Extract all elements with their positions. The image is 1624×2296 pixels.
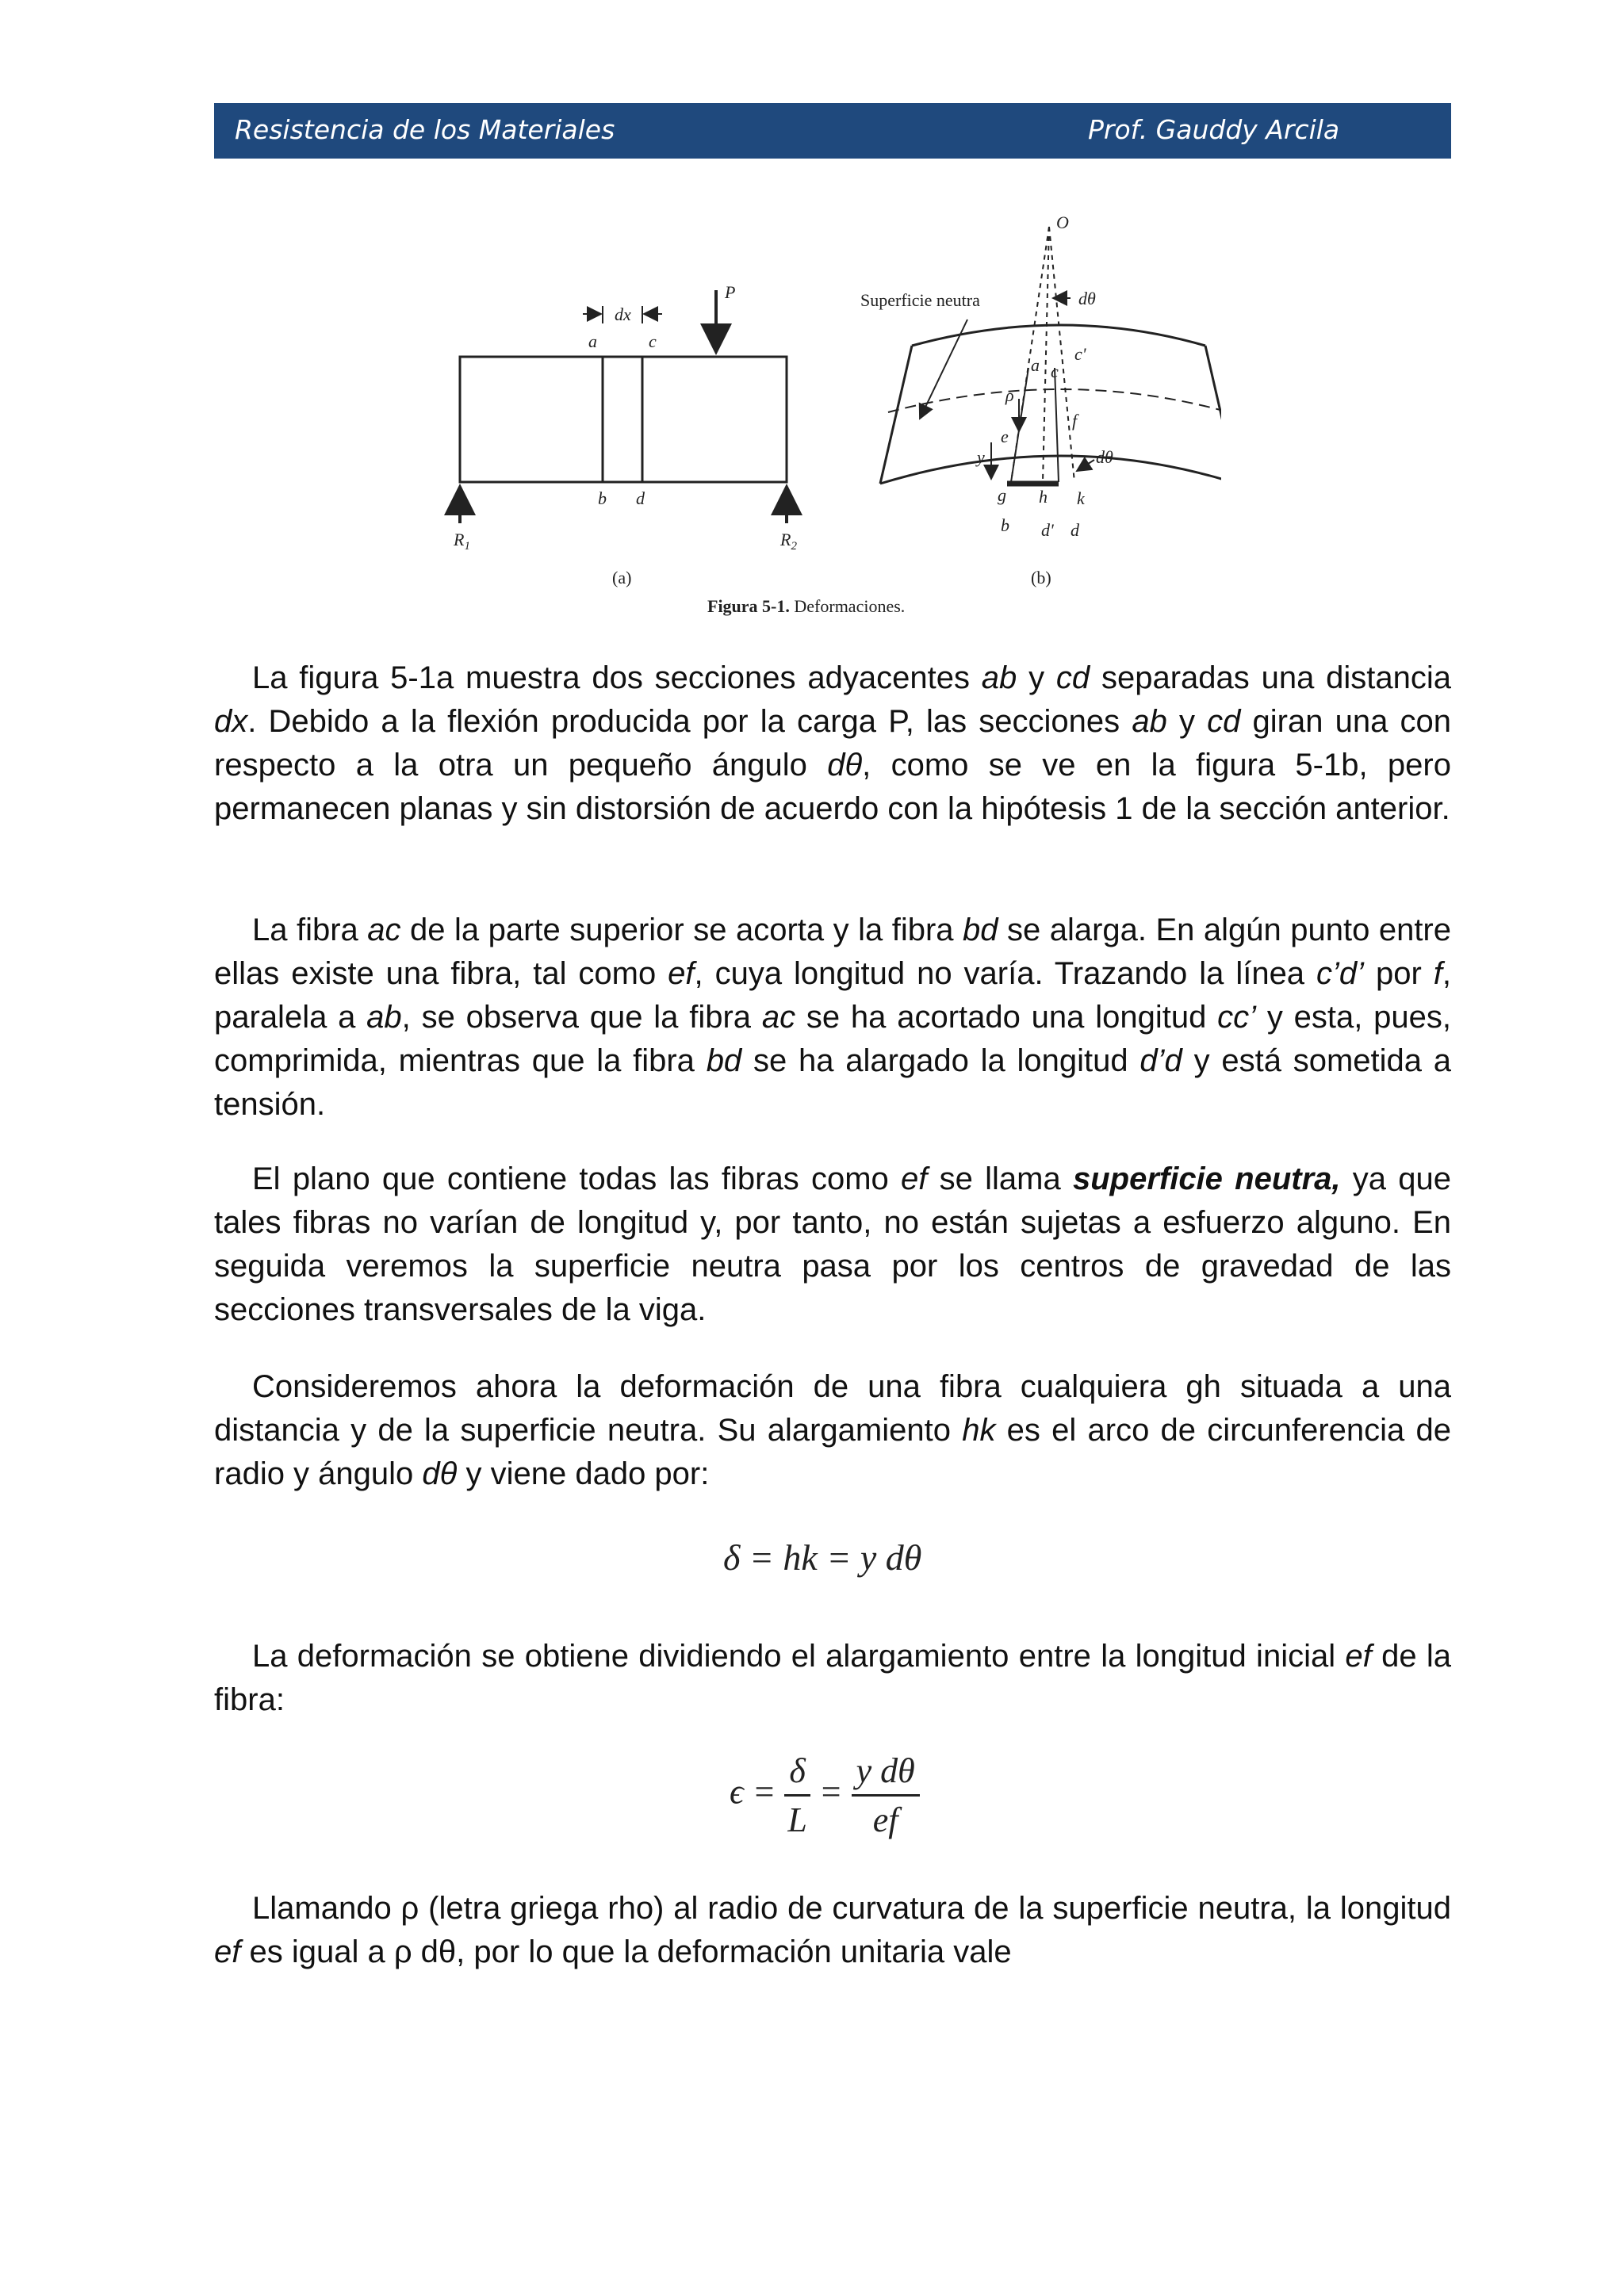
text-run: ac bbox=[367, 913, 401, 947]
label-d: d bbox=[636, 488, 645, 508]
label-c-prime: c' bbox=[1074, 344, 1086, 364]
text-run: ac bbox=[761, 1000, 796, 1035]
text-run: se ha alargado la longitud bbox=[741, 1043, 1140, 1078]
header-author: Prof. Gauddy Arcila bbox=[1088, 114, 1340, 145]
paragraph-3 bbox=[214, 1158, 1451, 1332]
equation-2 bbox=[730, 1751, 920, 1840]
label-d-prime: d' bbox=[1041, 520, 1054, 540]
text-run: ya que tales fibras no varían de longitud y, por tanto, no están sujetas a esfuerzo alguno. En seguida veremos la superficie neutra pasa por los centros de gravedad de las secciones transversales de la viga. bbox=[214, 1161, 1452, 1327]
text-run: , se observa que la fibra bbox=[401, 1000, 762, 1035]
paragraph-6 bbox=[214, 1887, 1451, 1974]
text-run: se alarga. En algún punto entre ellas existe una fibra, tal como bbox=[214, 913, 1451, 991]
text-run: se ha acortado una longitud bbox=[795, 1000, 1218, 1035]
label-k: k bbox=[1077, 488, 1085, 508]
equation-1: δ = hk = y dθ bbox=[723, 1537, 922, 1578]
eq2-equals: = bbox=[818, 1772, 843, 1812]
paragraph-2 bbox=[214, 909, 1451, 1127]
text-run: c’d’ bbox=[1316, 956, 1365, 991]
paragraph-5 bbox=[214, 1635, 1451, 1722]
text-run: . Debido a la flexión producida por la carga P, las secciones bbox=[247, 704, 1132, 739]
text-run: ab bbox=[1132, 704, 1167, 739]
text-run: La figura 5-1a muestra dos secciones adyacentes bbox=[252, 660, 982, 695]
text-run: , paralela a bbox=[214, 956, 1452, 1035]
text-run: hk bbox=[962, 1413, 996, 1448]
text-run: separadas una distancia bbox=[1090, 660, 1452, 695]
text-run: ab bbox=[366, 1000, 402, 1035]
text-run: cc’ bbox=[1217, 1000, 1257, 1035]
label-g: g bbox=[998, 485, 1006, 505]
text-run: cd bbox=[1055, 660, 1090, 695]
text-run: La deformación se obtiene dividiendo el alargamiento entre la longitud inicial bbox=[252, 1639, 1346, 1674]
text-run: La fibra bbox=[252, 913, 368, 947]
figure-caption: Figura 5-1. Deformaciones. bbox=[707, 596, 906, 616]
label-O: O bbox=[1056, 212, 1069, 232]
paragraph-4 bbox=[214, 1365, 1451, 1496]
text-run: superficie neutra, bbox=[1072, 1161, 1341, 1196]
label-rho: ρ bbox=[1005, 385, 1014, 405]
text-run: , cuya longitud no varía. Trazando la línea bbox=[694, 956, 1317, 991]
eq2-fraction-1: $\frac{\delta}{L}$ bbox=[784, 1751, 810, 1840]
label-a: a bbox=[588, 331, 597, 351]
figure-5-1 bbox=[412, 205, 1221, 625]
text-run: giran una con respecto a la otra un pequeño ángulo bbox=[214, 704, 1452, 783]
label-c: c bbox=[649, 331, 657, 351]
eq2-lhs: ϵ = bbox=[730, 1772, 776, 1812]
text-run: y está sometida a tensión. bbox=[214, 1043, 1452, 1122]
caption-a: (a) bbox=[612, 568, 632, 587]
header-title: Resistencia de los Materiales bbox=[235, 114, 615, 145]
text-run: Llamando ρ (letra griega rho) al radio de curvatura de la superficie neutra, la longitud bbox=[252, 1891, 1451, 1926]
text-run: Consideremos ahora la deformación de una fibra cualquiera gh situada a una distancia y de la superficie neutra. Su alargamiento bbox=[214, 1369, 1451, 1448]
beam-rect bbox=[460, 357, 787, 482]
label-r2: $R_2$ bbox=[780, 530, 797, 553]
page-header bbox=[214, 103, 1451, 159]
label-dtheta-top: dθ bbox=[1078, 289, 1096, 308]
text-run: bd bbox=[706, 1043, 742, 1078]
label-c-b: c bbox=[1051, 362, 1059, 381]
label-r1: $R_1$ bbox=[454, 530, 470, 553]
text-run: El plano que contiene todas las fibras como bbox=[252, 1161, 902, 1196]
label-f: f bbox=[1072, 411, 1078, 430]
label-superficie: Superficie neutra bbox=[860, 290, 980, 310]
caption-b: (b) bbox=[1031, 568, 1051, 587]
label-P: P bbox=[725, 282, 736, 302]
eq2-fraction-2: $\frac{\text{y dθ}}{ef}$ bbox=[852, 1751, 920, 1840]
text-run: y viene dado por: bbox=[457, 1456, 710, 1491]
diagram-b bbox=[880, 227, 1221, 484]
text-run: de la fibra: bbox=[214, 1639, 1451, 1717]
label-dx: dx bbox=[615, 304, 631, 324]
label-y: y bbox=[977, 447, 985, 467]
beam-deformation-diagram bbox=[412, 205, 1221, 625]
label-b: b bbox=[598, 488, 607, 508]
text-run: , como se ve en la figura 5-1b, pero permanecen planas y sin distorsión de acuerdo con la hipótesis 1 de la sección anterior. bbox=[214, 748, 1451, 826]
label-h: h bbox=[1039, 487, 1048, 507]
label-a-b: a bbox=[1031, 355, 1040, 375]
paragraph-1 bbox=[214, 656, 1451, 831]
label-b-b: b bbox=[1001, 515, 1009, 535]
label-e: e bbox=[1001, 427, 1009, 446]
text-run: dθ bbox=[827, 748, 863, 783]
text-run: es igual a ρ dθ, por lo que la deformación unitaria vale bbox=[240, 1934, 1012, 1969]
text-run: y bbox=[1017, 660, 1056, 695]
text-run: f bbox=[1433, 956, 1442, 991]
text-run: ef bbox=[901, 1161, 928, 1196]
bottom-arc bbox=[880, 456, 1221, 484]
text-run: y bbox=[1166, 704, 1208, 739]
text-run: de la parte superior se acorta y la fibra bbox=[400, 913, 963, 947]
neutral-axis bbox=[888, 389, 1221, 412]
label-dtheta-mid: dθ bbox=[1096, 447, 1113, 467]
label-d-b: d bbox=[1071, 520, 1079, 540]
text-run: dθ bbox=[422, 1456, 458, 1491]
text-run: cd bbox=[1207, 704, 1241, 739]
text-run: bd bbox=[963, 913, 998, 947]
text-run: se llama bbox=[927, 1161, 1073, 1196]
text-run: d’d bbox=[1139, 1043, 1182, 1078]
text-run: y esta, pues, comprimida, mientras que la fibra bbox=[214, 1000, 1452, 1078]
text-run: ab bbox=[981, 660, 1017, 695]
text-run: ef bbox=[214, 1934, 241, 1969]
text-run: es el arco de circunferencia de radio y ángulo bbox=[214, 1413, 1451, 1491]
text-run: dx bbox=[214, 704, 248, 739]
diagram-a bbox=[460, 290, 787, 523]
text-run: por bbox=[1364, 956, 1434, 991]
text-run: ef bbox=[668, 956, 695, 991]
text-run: ef bbox=[1345, 1639, 1372, 1674]
